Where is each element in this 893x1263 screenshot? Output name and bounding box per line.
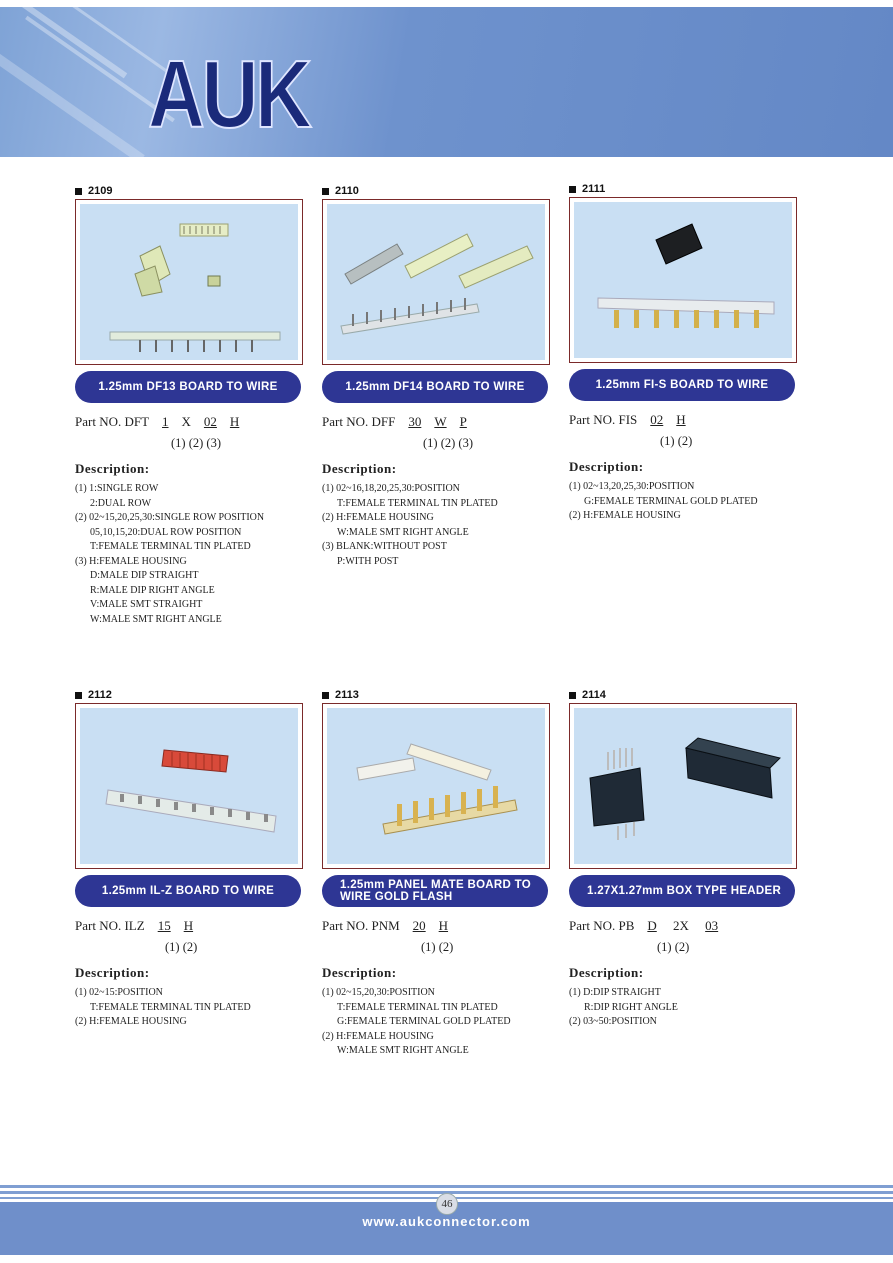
product-photo bbox=[327, 708, 545, 864]
product-title-banner: 1.25mm DF14 BOARD TO WIRE bbox=[322, 371, 548, 403]
product-photo bbox=[574, 202, 792, 358]
description-title: Description: bbox=[322, 461, 397, 476]
product-photo-frame bbox=[322, 199, 550, 365]
part-fields: (1) (2) (3) bbox=[423, 436, 473, 450]
description-title: Description: bbox=[569, 965, 644, 980]
product-photo bbox=[574, 708, 792, 864]
description-title: Description: bbox=[569, 459, 644, 474]
part-fields: (1) (2) (3) bbox=[171, 436, 221, 450]
part-number: Part NO. ILZ 15 H bbox=[75, 918, 194, 933]
part-number: Part NO. FIS 02 H bbox=[569, 412, 686, 427]
description-title: Description: bbox=[75, 965, 150, 980]
description: (1) D:DIP STRAIGHT R:DIP RIGHT ANGLE (2) 03~50:POSITION bbox=[569, 987, 678, 1027]
product-title-banner: 1.25mm FI-S BOARD TO WIRE bbox=[569, 369, 795, 401]
part-fields: (1) (2) bbox=[421, 940, 454, 954]
page-number: 46 bbox=[436, 1193, 458, 1215]
auk-logo: AUK bbox=[148, 41, 309, 148]
product-photo bbox=[80, 204, 298, 360]
description-title: Description: bbox=[75, 461, 150, 476]
product-title-banner: 1.25mm PANEL MATE BOARD TO WIRE GOLD FLASH bbox=[322, 875, 548, 907]
product-title-banner: 1.25mm IL-Z BOARD TO WIRE bbox=[75, 875, 301, 907]
product-photo-frame bbox=[569, 703, 797, 869]
product-title-banner: 1.25mm DF13 BOARD TO WIRE bbox=[75, 371, 301, 403]
product-code: 2114 bbox=[569, 689, 606, 701]
description: (1) 02~15,20,30:POSITION T:FEMALE TERMINAL TIN PLATED G:FEMALE TERMINAL GOLD PLATED (2) H:FEMALE HOUSING W:MALE SMT RIGHT ANGLE bbox=[322, 987, 511, 1056]
part-number: Part NO. PNM 20 H bbox=[322, 918, 449, 933]
description: (1) 02~16,18,20,25,30:POSITION T:FEMALE TERMINAL TIN PLATED (2) H:FEMALE HOUSING W:MALE SMT RIGHT ANGLE (3) BLANK:WITHOUT POST P:WITH POST bbox=[322, 483, 498, 567]
product-code: 2113 bbox=[322, 689, 359, 701]
description-title: Description: bbox=[322, 965, 397, 980]
description: (1) 1:SINGLE ROW 2:DUAL ROW (2) 02~15,20,25,30:SINGLE ROW POSITION 05,10,15,20:DUAL ROW POSITION T:FEMALE TERMINAL TIN PLATED (3) H:FEMALE HOUSING D:MALE DIP STRAIGHT R:MALE DIP RIGHT ANGLE V:MALE SMT STRAIGHT W:MALE SMT RIGHT ANGLE bbox=[75, 483, 265, 625]
product-photo-frame bbox=[322, 703, 550, 869]
part-fields: (1) (2) bbox=[165, 940, 198, 954]
part-number: Part NO. DFF 30 W P bbox=[322, 414, 467, 429]
website-url[interactable]: www.aukconnector.com bbox=[362, 1214, 531, 1229]
part-number: Part NO. DFT 1 X 02 H bbox=[75, 414, 240, 429]
product-photo-frame bbox=[75, 199, 303, 365]
part-number: Part NO. PB D 2X 03 bbox=[569, 918, 719, 933]
page-header bbox=[0, 7, 893, 157]
description: (1) 02~13,20,25,30:POSITION G:FEMALE TERMINAL GOLD PLATED (2) H:FEMALE HOUSING bbox=[569, 481, 758, 521]
product-photo bbox=[80, 708, 298, 864]
product-code: 2112 bbox=[75, 689, 112, 701]
product-photo bbox=[327, 204, 545, 360]
product-photo-frame bbox=[569, 197, 797, 363]
product-title-banner: 1.27X1.27mm BOX TYPE HEADER bbox=[569, 875, 795, 907]
product-code: 2111 bbox=[569, 183, 605, 195]
part-fields: (1) (2) bbox=[657, 940, 690, 954]
footer-stripe bbox=[0, 1185, 893, 1188]
description: (1) 02~15:POSITION T:FEMALE TERMINAL TIN PLATED (2) H:FEMALE HOUSING bbox=[75, 987, 251, 1027]
part-fields: (1) (2) bbox=[660, 434, 693, 448]
product-code: 2110 bbox=[322, 185, 359, 197]
product-code: 2109 bbox=[75, 185, 112, 197]
product-photo-frame bbox=[75, 703, 303, 869]
